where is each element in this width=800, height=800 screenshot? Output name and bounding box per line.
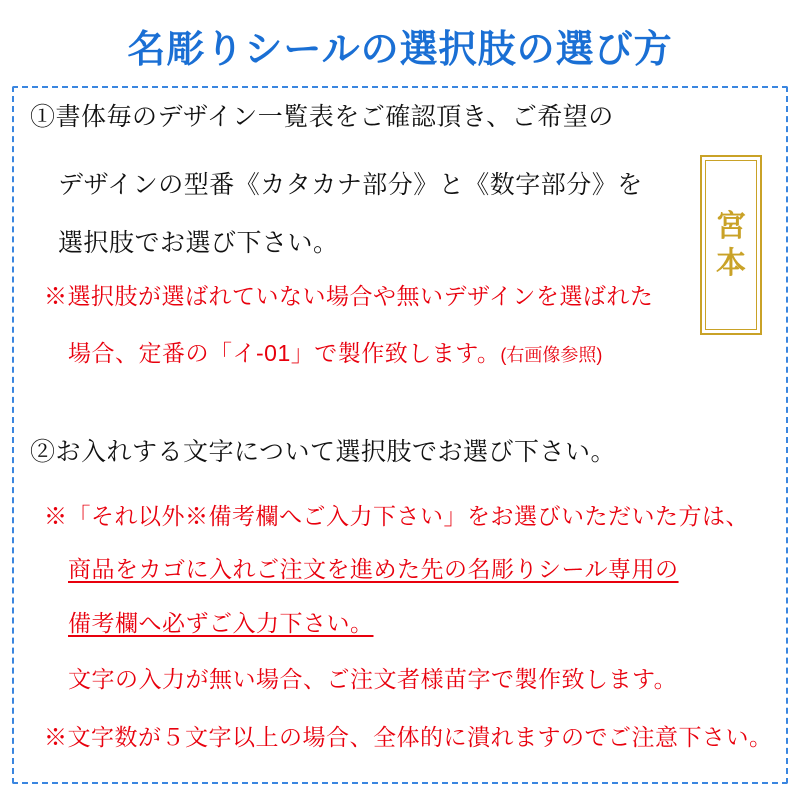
section1-line1: ①書体毎のデザイン一覧表をご確認頂き、ご希望の	[30, 103, 614, 131]
section2-note2: 商品をカゴに入れご注文を進めた先の名彫りシール専用の	[68, 556, 679, 582]
section2-note3: 備考欄へ必ずご入力下さい。	[68, 610, 374, 636]
seal-character-1: 宮	[716, 208, 746, 244]
page-title: 名彫りシールの選択肢の選び方	[127, 29, 673, 71]
section1-note2	[68, 341, 602, 367]
section2-note5: ※文字数が５文字以上の場合、全体的に潰れますのでご注意下さい。	[44, 724, 773, 750]
seal-character-2: 本	[716, 246, 746, 281]
sample-seal-inner	[705, 160, 757, 330]
section2-note4: 文字の入力が無い場合、ご注文者様苗字で製作致します。	[68, 666, 678, 692]
section1-note2-main: 場合、定番の「イ-01」で製作致します。	[68, 340, 501, 366]
section2-note1: ※「それ以外※備考欄へご入力下さい」をお選びいただいた方は、	[44, 503, 749, 529]
section1-note1: ※選択肢が選ばれていない場合や無いデザインを選ばれた	[44, 283, 654, 309]
section1-line2: デザインの型番《カタカナ部分》と《数字部分》を	[58, 171, 643, 199]
section1-line3: 選択肢でお選び下さい。	[58, 229, 339, 257]
sample-seal-image	[700, 155, 762, 335]
section1-note2-sub: (右画像参照)	[500, 345, 603, 365]
section2-line1: ②お入れする文字について選択肢でお選び下さい。	[30, 438, 617, 466]
